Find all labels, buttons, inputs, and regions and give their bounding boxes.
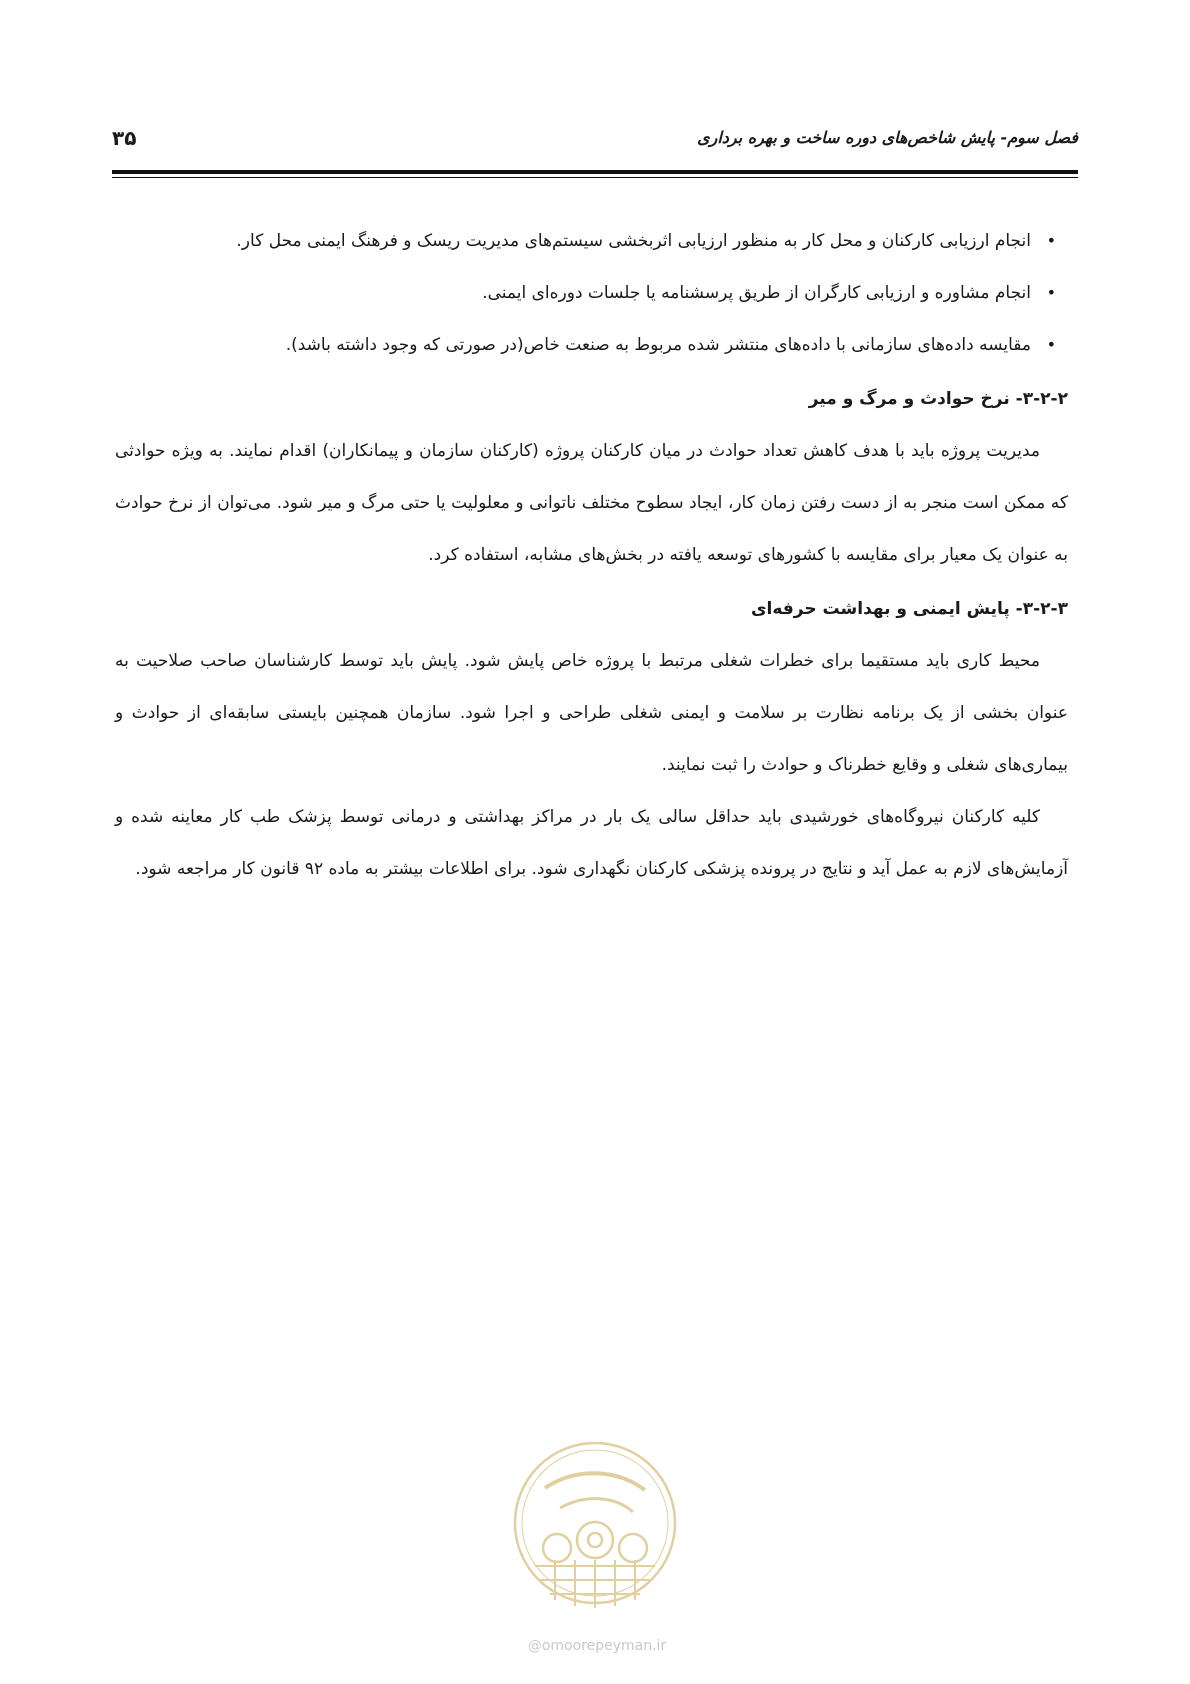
page-body — [115, 215, 1068, 895]
section-heading-accident-rate: ۳-۲-۲- نرخ حوادث و مرگ و میر — [808, 389, 1068, 409]
paragraph-safety-monitoring: محیط کاری باید مستقیما برای خطرات شغلی مرتبط با پروژه خاص پایش شود. پایش باید توسط کارشناسان صاحب صلاحیت به عنوان بخشی از یک برنامه نظارت بر سلامت و ایمنی شغلی طراحی و اجرا شود. سازمان همچنین بایستی سابقه‌ای از حوادث و بیماری‌های شغلی و وقایع خطرناک و حوادث را ثبت نمایند. — [115, 651, 1068, 775]
bullet-text: انجام ارزیابی کارکنان و محل کار به منظور ارزیابی اثربخشی سیستم‌های مدیریت ریسک و فرهنگ ایمنی محل کار. — [236, 231, 1031, 251]
bullet-item — [115, 319, 1068, 371]
bullet-item — [115, 215, 1068, 267]
bullet-dot-icon: • — [1046, 335, 1056, 354]
page-number: ۳۵ — [112, 126, 137, 150]
paragraph-accident-rate: مدیریت پروژه باید با هدف کاهش تعداد حوادث در میان کارکنان پروژه (کارکنان سازمان و پیمانکاران) اقدام نمایند. به ویژه حوادثی که ممکن است منجر به از دست رفتن زمان کار، ایجاد سطوح مختلف ناتوانی و معلولیت یا حتی مرگ و میر شود. می‌توان از نرخ حوادث به عنوان یک معیار برای مقایسه با کشورهای توسعه یافته در بخش‌های مشابه، استفاده کرد. — [115, 441, 1068, 565]
bullet-dot-icon: • — [1046, 283, 1056, 302]
bullet-dot-icon: • — [1046, 231, 1056, 250]
bullet-text: مقایسه داده‌های سازمانی با داده‌های منتشر شده مربوط به صنعت خاص(در صورتی که وجود داشته باشد). — [285, 335, 1031, 355]
header-rule-thin — [112, 177, 1078, 178]
header-rule-thick — [112, 170, 1078, 174]
watermark-logo-icon — [505, 1428, 685, 1618]
paragraph-medical-checkup: کلیه کارکنان نیروگاه‌های خورشیدی باید حداقل سالی یک بار در مراکز بهداشتی و درمانی توسط پزشک طب کار معاینه شده و آزمایش‌های لازم به عمل آید و نتایج در پرونده پزشکی کارکنان نگهداری شود. برای اطلاعات بیشتر به ماده ۹۲ قانون کار مراجعه شود. — [115, 807, 1068, 879]
page-header — [112, 128, 1078, 158]
bullet-item — [115, 267, 1068, 319]
watermark-site: @omoorepeyman.ir — [527, 1638, 667, 1654]
chapter-title: فصل سوم- پایش شاخص‌های دوره ساخت و بهره برداری — [697, 128, 1078, 147]
bullet-text: انجام مشاوره و ارزیابی کارگران از طریق پرسشنامه یا جلسات دوره‌ای ایمنی. — [482, 283, 1031, 303]
section-heading-safety-monitoring: ۳-۲-۳- پایش ایمنی و بهداشت حرفه‌ای — [750, 599, 1068, 619]
watermark-logo — [505, 1428, 685, 1618]
bullet-list — [115, 215, 1068, 371]
